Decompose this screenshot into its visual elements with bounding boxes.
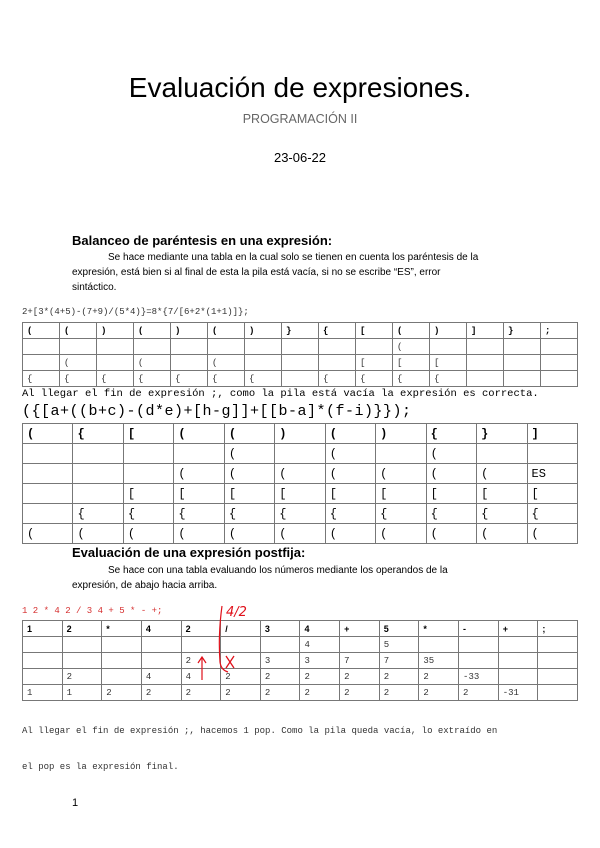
strike-mark — [226, 656, 234, 668]
table-cell: 4 — [141, 621, 181, 637]
table-cell: ) — [376, 424, 426, 444]
table-cell: ( — [134, 323, 171, 339]
table-cell — [376, 444, 426, 464]
table-cell — [23, 653, 63, 669]
section1-para-line: sintáctico. — [72, 282, 117, 293]
table-cell: 2 — [62, 669, 102, 685]
table-cell: } — [477, 424, 527, 444]
table-cell: 2 — [419, 669, 459, 685]
table-cell: 3 — [300, 653, 340, 669]
table-cell: [ — [174, 484, 224, 504]
table-cell: { — [134, 371, 171, 387]
table-cell — [23, 355, 60, 371]
table-cell — [538, 685, 578, 701]
table-cell: ( — [23, 424, 73, 444]
table-cell: 4 — [181, 669, 221, 685]
section2-para-line: expresión, de abajo hacia arriba. — [72, 580, 218, 591]
table-cell — [23, 444, 73, 464]
table-cell: { — [376, 504, 426, 524]
table-cell: [ — [393, 355, 430, 371]
table-cell: / — [221, 621, 261, 637]
table-cell: 2 — [181, 685, 221, 701]
table-cell: -31 — [498, 685, 538, 701]
section2-paragraph — [72, 563, 532, 593]
table-cell — [102, 669, 142, 685]
table-cell — [477, 444, 527, 464]
table-cell — [538, 653, 578, 669]
section1-para-line: expresión, está bien si al final de esta la pila está vacía, si no se escribe “ES”, error — [72, 267, 441, 278]
table-cell: 2 — [181, 621, 221, 637]
table-cell: ( — [174, 424, 224, 444]
table-cell: [ — [477, 484, 527, 504]
table-cell: { — [319, 371, 356, 387]
table-cell: { — [23, 371, 60, 387]
table-cell — [97, 339, 134, 355]
table-cell — [467, 339, 504, 355]
table-cell — [282, 355, 319, 371]
table-cell — [430, 339, 467, 355]
table-cell — [459, 637, 499, 653]
table-cell: [ — [275, 484, 325, 504]
table-cell: 2 — [300, 685, 340, 701]
table-cell: * — [102, 621, 142, 637]
table-cell: } — [504, 323, 541, 339]
table-cell: { — [393, 371, 430, 387]
table-cell: [ — [325, 484, 375, 504]
table-row — [23, 424, 578, 444]
table-row — [23, 355, 578, 371]
table-cell — [62, 637, 102, 653]
table-cell: { — [171, 371, 208, 387]
document-date: 23-06-22 — [273, 150, 327, 165]
table-cell: { — [245, 371, 282, 387]
table-cell — [275, 444, 325, 464]
table-cell: { — [319, 323, 356, 339]
table-cell — [171, 339, 208, 355]
table-cell — [459, 653, 499, 669]
table-cell: ( — [393, 323, 430, 339]
table-cell — [245, 339, 282, 355]
conclusion-1: Al llegar el fin de expresión ;, como la pila está vacía la expresión es correcta. — [22, 388, 539, 400]
table-cell: ( — [325, 524, 375, 544]
table-cell — [23, 339, 60, 355]
table-cell — [340, 637, 380, 653]
up-arrow-icon — [198, 657, 206, 680]
table-cell: [ — [430, 355, 467, 371]
table-cell: ( — [477, 524, 527, 544]
section1-paragraph — [72, 250, 532, 295]
table-cell — [419, 637, 459, 653]
table-row — [23, 685, 578, 701]
table-cell: ( — [208, 323, 245, 339]
table-cell: 3 — [260, 653, 300, 669]
table-cell — [504, 371, 541, 387]
table-cell: ( — [376, 524, 426, 544]
table-cell: [ — [426, 484, 476, 504]
section2-para-line: Se hace con una tabla evaluando los números mediante los operandos de la — [108, 565, 448, 576]
table-cell: 2 — [221, 669, 261, 685]
conclusion-2 — [22, 701, 497, 785]
table-cell: { — [527, 504, 577, 524]
table-row — [23, 504, 578, 524]
table-row — [23, 653, 578, 669]
table-cell: ) — [171, 323, 208, 339]
table-cell: } — [282, 323, 319, 339]
table-cell: ( — [208, 355, 245, 371]
table-row — [23, 444, 578, 464]
expression-2: ({[a+((b+c)-(d*e)+[h-g]]+[[b-a]*(f-i)}}); — [22, 403, 412, 420]
table-cell — [538, 637, 578, 653]
table-cell — [498, 669, 538, 685]
section1-para-line: Se hace mediante una tabla en la cual solo se tienen en cuenta los paréntesis de la — [108, 252, 479, 263]
table-cell: ( — [23, 323, 60, 339]
table-cell — [319, 339, 356, 355]
table-row — [23, 621, 578, 637]
table-cell — [467, 371, 504, 387]
table-cell — [356, 339, 393, 355]
table-row — [23, 371, 578, 387]
table-cell — [282, 339, 319, 355]
table-cell: 1 — [23, 685, 63, 701]
table-cell: + — [340, 621, 380, 637]
table-cell: ( — [393, 339, 430, 355]
table-cell: ( — [477, 464, 527, 484]
table-cell: ( — [426, 464, 476, 484]
postfix-expression: 1 2 * 4 2 / 3 4 + 5 * - +; — [22, 606, 163, 616]
table-cell — [504, 339, 541, 355]
table-cell: 4 — [300, 621, 340, 637]
table-cell — [260, 637, 300, 653]
table-cell: { — [426, 504, 476, 524]
table-cell: { — [73, 504, 123, 524]
table-cell — [60, 339, 97, 355]
table-cell: ( — [275, 524, 325, 544]
table-cell: 2 — [102, 685, 142, 701]
table-cell: ( — [224, 444, 274, 464]
table-cell: ( — [73, 524, 123, 544]
table-cell: ( — [174, 524, 224, 544]
table-row — [23, 484, 578, 504]
table-cell: ( — [60, 323, 97, 339]
table-row — [23, 323, 578, 339]
conclusion-2-line: el pop es la expresión final. — [22, 762, 179, 772]
table-cell: { — [73, 424, 123, 444]
handwritten-annotation — [180, 600, 260, 690]
handwritten-note: 4/2 — [226, 605, 247, 620]
table-cell — [208, 339, 245, 355]
table-cell: ( — [174, 464, 224, 484]
expression-1: 2+[3*(4+5)-(7+9)/(5*4)}=8*{7/[6+2*(1+1)]}; — [22, 307, 249, 317]
table-cell: 2 — [62, 621, 102, 637]
table-cell: ) — [245, 323, 282, 339]
table-cell: { — [224, 504, 274, 524]
table-cell — [541, 371, 578, 387]
table-cell — [467, 355, 504, 371]
table-cell — [23, 637, 63, 653]
table-cell — [73, 484, 123, 504]
table-cell — [541, 355, 578, 371]
table-cell — [245, 355, 282, 371]
table-cell: ] — [467, 323, 504, 339]
table-row — [23, 464, 578, 484]
table-cell: [ — [224, 484, 274, 504]
table-cell: ( — [426, 524, 476, 544]
table-cell: 2 — [340, 685, 380, 701]
table-cell: ( — [325, 464, 375, 484]
table-cell: 2 — [379, 669, 419, 685]
document-subtitle: PROGRAMACIÓN II — [242, 112, 358, 126]
table-cell: 2 — [221, 685, 261, 701]
table-cell: ( — [325, 444, 375, 464]
page-number: 1 — [72, 797, 79, 809]
table-cell: 2 — [340, 669, 380, 685]
table-row — [23, 637, 578, 653]
table-cell — [541, 339, 578, 355]
table-cell — [97, 355, 134, 371]
table-cell: 1 — [62, 685, 102, 701]
table-cell: 4 — [300, 637, 340, 653]
table-cell: ) — [275, 424, 325, 444]
table-row — [23, 339, 578, 355]
table-row — [23, 669, 578, 685]
table-cell — [134, 339, 171, 355]
table-cell: 2 — [419, 685, 459, 701]
table-cell: ( — [123, 524, 173, 544]
document-title: Evaluación de expresiones. — [128, 72, 472, 103]
table-cell: { — [174, 504, 224, 524]
table-cell: 35 — [419, 653, 459, 669]
table-cell — [23, 484, 73, 504]
table-cell: * — [419, 621, 459, 637]
table-cell: { — [325, 504, 375, 524]
table-cell: ] — [527, 424, 577, 444]
table-cell — [498, 653, 538, 669]
table-cell — [23, 669, 63, 685]
table-cell — [319, 355, 356, 371]
table-cell — [171, 355, 208, 371]
table-cell: 2 — [141, 685, 181, 701]
postfix-table — [22, 620, 578, 701]
table-cell — [102, 653, 142, 669]
table-cell: 4 — [141, 669, 181, 685]
table-cell: 7 — [379, 653, 419, 669]
conclusion-2-line: Al llegar el fin de expresión ;, hacemos 1 pop. Como la pila queda vacía, lo extraído en — [22, 726, 498, 736]
table-cell: { — [426, 424, 476, 444]
table-cell: [ — [527, 484, 577, 504]
table-cell: 5 — [379, 637, 419, 653]
table-cell: [ — [123, 424, 173, 444]
table-cell: 2 — [300, 669, 340, 685]
table-cell: { — [208, 371, 245, 387]
table-cell — [73, 444, 123, 464]
table-cell: 1 — [23, 621, 63, 637]
table-cell: { — [356, 371, 393, 387]
table-cell: - — [459, 621, 499, 637]
table-cell — [141, 653, 181, 669]
table-cell: 2 — [260, 685, 300, 701]
table-cell: ; — [541, 323, 578, 339]
section2-heading: Evaluación de una expresión postfija: — [72, 545, 306, 560]
table-cell: ( — [224, 524, 274, 544]
table-cell — [527, 444, 577, 464]
table-cell: 2 — [181, 653, 221, 669]
table-cell: 7 — [340, 653, 380, 669]
table-cell: ( — [23, 524, 73, 544]
table-cell: { — [275, 504, 325, 524]
table-cell: ( — [275, 464, 325, 484]
table-cell — [123, 444, 173, 464]
table-row — [23, 524, 578, 544]
table-cell: [ — [376, 484, 426, 504]
table-cell: { — [123, 504, 173, 524]
table-cell: { — [477, 504, 527, 524]
table-cell: ) — [97, 323, 134, 339]
table-cell: ( — [224, 424, 274, 444]
table-cell — [498, 637, 538, 653]
table-cell: 5 — [379, 621, 419, 637]
table-cell — [282, 371, 319, 387]
table-cell — [62, 653, 102, 669]
table-cell: ; — [538, 621, 578, 637]
table-cell — [23, 504, 73, 524]
paren-table-1 — [22, 322, 578, 387]
table-cell: 2 — [260, 669, 300, 685]
table-cell — [123, 464, 173, 484]
table-cell — [23, 464, 73, 484]
table-cell — [174, 444, 224, 464]
table-cell: ( — [134, 355, 171, 371]
section1-heading: Balanceo de paréntesis en una expresión: — [72, 233, 333, 248]
table-cell: 2 — [459, 685, 499, 701]
paren-table-2 — [22, 423, 578, 544]
table-cell — [538, 669, 578, 685]
table-cell: ( — [527, 524, 577, 544]
table-cell: + — [498, 621, 538, 637]
table-cell: -33 — [459, 669, 499, 685]
table-cell: ) — [430, 323, 467, 339]
table-cell: [ — [123, 484, 173, 504]
table-cell: { — [97, 371, 134, 387]
table-cell — [141, 637, 181, 653]
table-cell: ( — [60, 355, 97, 371]
table-cell: { — [60, 371, 97, 387]
table-cell: ( — [376, 464, 426, 484]
table-cell: { — [430, 371, 467, 387]
table-cell: ES — [527, 464, 577, 484]
table-cell — [102, 637, 142, 653]
table-cell: 3 — [260, 621, 300, 637]
table-cell: [ — [356, 323, 393, 339]
table-cell: ( — [325, 424, 375, 444]
table-cell: ( — [224, 464, 274, 484]
table-cell — [73, 464, 123, 484]
table-cell: 2 — [379, 685, 419, 701]
table-cell — [504, 355, 541, 371]
table-cell: [ — [356, 355, 393, 371]
table-cell: ( — [426, 444, 476, 464]
